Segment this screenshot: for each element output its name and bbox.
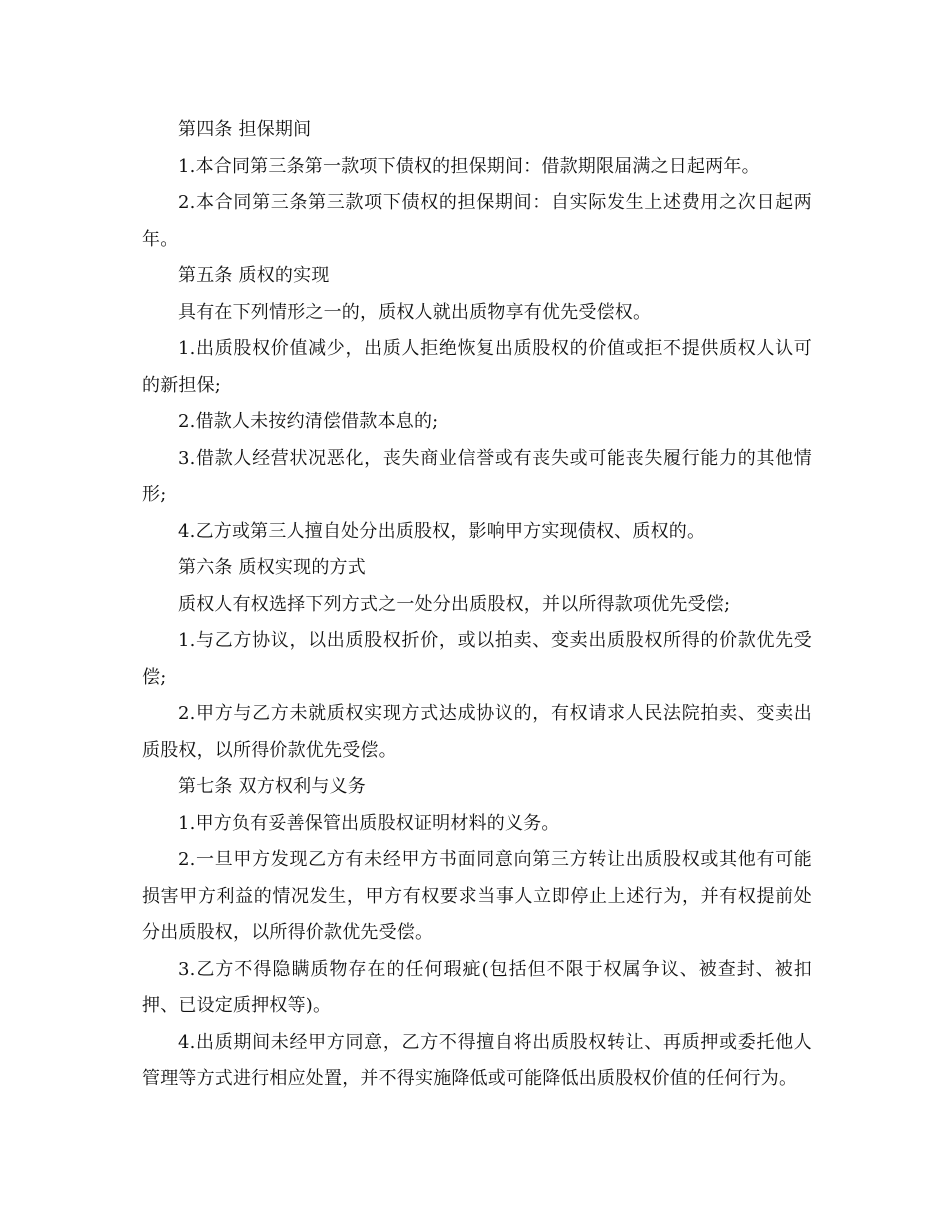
article-5-clause-2: 2.借款人未按约清偿借款本息的; bbox=[178, 411, 439, 432]
article-6-clause-1: 1.与乙方协议，以出质股权折价，或以拍卖、变卖出质股权所得的价款优先受偿; bbox=[142, 630, 812, 688]
article-5-clause-4: 4.乙方或第三人擅自处分出质股权，影响甲方实现债权、质权的。 bbox=[178, 520, 706, 542]
article-6-clause-2: 2.甲方与乙方未就质权实现方式达成协议的，有权请求人民法院拍卖、变卖出质股权，以所得价款优先受偿。 bbox=[142, 703, 812, 761]
article-5-clause-3: 3.借款人经营状况恶化，丧失商业信誉或有丧失或可能丧失履行能力的其他情形; bbox=[142, 447, 812, 505]
article-4-heading: 第四条 担保期间 bbox=[178, 119, 312, 140]
article-7-clause-3: 3.乙方不得隐瞒质物存在的任何瑕疵(包括但不限于权属争议、被查封、被扣押、已设定质押权等)。 bbox=[142, 958, 812, 1016]
article-4-clause-1: 1.本合同第三条第一款项下债权的担保期间：借款期限届满之日起两年。 bbox=[178, 155, 760, 177]
article-6-heading: 第六条 质权实现的方式 bbox=[178, 557, 366, 578]
article-7-heading: 第七条 双方权利与义务 bbox=[178, 776, 366, 797]
article-7-clause-4: 4.出质期间未经甲方同意，乙方不得擅自将出质股权转让、再质押或委托他人管理等方式进行相应处置，并不得实施降低或可能降低出质股权价值的任何行为。 bbox=[142, 1031, 812, 1089]
article-7-clause-2: 2.一旦甲方发现乙方有未经甲方书面同意向第三方转让出质股权或其他有可能损害甲方利益的情况发生，甲方有权要求当事人立即停止上述行为，并有权提前处分出质股权，以所得价款优先受偿。 bbox=[142, 849, 812, 943]
document-page bbox=[142, 112, 812, 1098]
article-4-clause-2: 2.本合同第三条第三款项下债权的担保期间：自实际发生上述费用之次日起两年。 bbox=[142, 192, 812, 250]
article-5-clause-1: 1.出质股权价值减少，出质人拒绝恢复出质股权的价值或拒不提供质权人认可的新担保; bbox=[142, 338, 812, 396]
article-5-intro: 具有在下列情形之一的，质权人就出质物享有优先受偿权。 bbox=[178, 301, 652, 323]
article-6-intro: 质权人有权选择下列方式之一处分出质股权，并以所得款项优先受偿; bbox=[178, 593, 731, 615]
article-7-clause-1: 1.甲方负有妥善保管出质股权证明材料的义务。 bbox=[178, 812, 560, 834]
article-5-heading: 第五条 质权的实现 bbox=[178, 265, 330, 286]
